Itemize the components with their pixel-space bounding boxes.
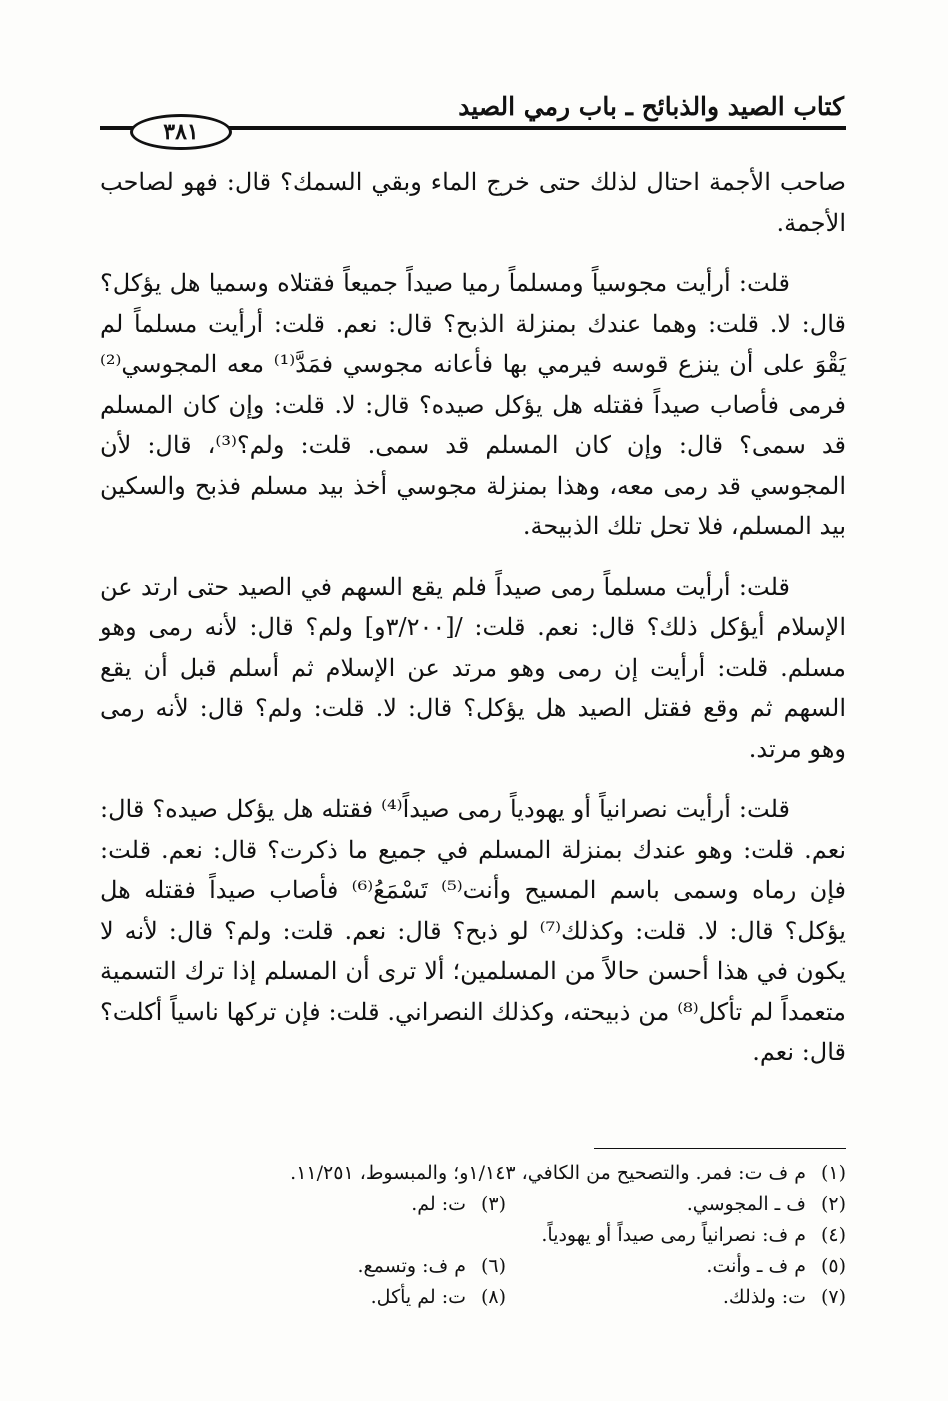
- footnote-text: م ف: نصرانياً رمى صيداً أو يهودياً.: [541, 1224, 806, 1246]
- footnote-row: [100, 1158, 846, 1189]
- page-number: ٣٨١: [130, 114, 232, 150]
- footnote-row: [100, 1220, 846, 1251]
- paragraph: قلت: أرأيت نصرانياً أو يهودياً رمى صيداً⁽⁴⁾ فقتله هل يؤكل صيده؟ قال: نعم. قلت: وهو عندك بمنزلة المسلم في جميع ما ذكرت؟ قال: نعم. قلت: فإن رماه وسمى باسم المسيح وأنت⁽⁵⁾ تَسْمَعُ⁽⁶⁾ فأصاب صيداً فقتله هل يؤكل؟ قال: لا. قلت: وكذلك⁽⁷⁾ لو ذبح؟ قال: نعم. قلت: ولم؟ قال: لأنه لا يكون في هذا أحسن حالاً من المسلمين؛ ألا ترى أن المسلم إذا ترك التسمية متعمداً لم تأكل⁽⁸⁾ من ذبيحته، وكذلك النصراني. قلت: فإن تركها ناسياً أكلت؟ قال: نعم.: [100, 795, 847, 1066]
- footnotes: [100, 1158, 846, 1313]
- footnote-number: (٢): [820, 1193, 846, 1215]
- footnote-row: [100, 1251, 846, 1282]
- footnote: [290, 1158, 846, 1189]
- footnote-text: م ف ـ وأنت.: [706, 1255, 806, 1277]
- footnote-number: (٣): [480, 1193, 506, 1215]
- footnote-separator: [594, 1148, 846, 1149]
- footnote: [541, 1220, 846, 1251]
- footnote-number: (٥): [820, 1255, 846, 1277]
- footnote-text: ت: لم يأكل.: [370, 1286, 466, 1308]
- footnote-number: (٨): [480, 1286, 506, 1308]
- footnote: [166, 1251, 506, 1282]
- footnote-row: [100, 1282, 846, 1313]
- paragraph: صاحب الأجمة احتال لذلك حتى خرج الماء وبقي السمك؟ قال: فهو لصاحب الأجمة.: [100, 168, 846, 237]
- footnote: [506, 1189, 846, 1220]
- running-head-title: كتاب الصيد والذبائح ـ باب رمي الصيد: [458, 92, 844, 121]
- footnote-text: م ف: وتسمع.: [357, 1255, 466, 1277]
- footnote-text: ت: ولذلك.: [722, 1286, 806, 1308]
- footnote: [166, 1189, 506, 1220]
- footnote: [506, 1282, 846, 1313]
- footnote-number: (١): [820, 1162, 846, 1184]
- footnote-text: ف ـ المجوسي.: [686, 1193, 806, 1215]
- footnote-number: (٦): [480, 1255, 506, 1277]
- footnote: [166, 1282, 506, 1313]
- footnote-text: ت: لم.: [411, 1193, 466, 1215]
- footnote-row: [100, 1189, 846, 1220]
- paragraph: قلت: أرأيت مسلماً رمى صيداً فلم يقع السهم في الصيد حتى ارتد عن الإسلام أيؤكل ذلك؟ قال: نعم. قلت: /[٣/٢٠٠و] ولم؟ قال: لأنه رمى وهو مسلم. قلت: أرأيت إن رمى وهو مرتد عن الإسلام ثم أسلم قبل أن يقع السهم ثم وقع فقتل الصيد هل يؤكل؟ قال: لا. قلت: ولم؟ قال: لأنه رمى وهو مرتد.: [100, 572, 846, 763]
- footnote-number: (٧): [820, 1286, 846, 1308]
- footnote: [506, 1251, 846, 1282]
- footnote-number: (٤): [820, 1224, 846, 1246]
- footnote-text: م ف ت: فمر. والتصحيح من الكافي، ١/١٤٣و؛ والمبسوط، ١١/٢٥١.: [290, 1162, 806, 1184]
- paragraph: قلت: أرأيت مجوسياً ومسلماً رميا صيداً جميعاً فقتلاه وسميا هل يؤكل؟ قال: لا. قلت: وهما عندك بمنزلة الذبح؟ قال: نعم. قلت: أرأيت مسلماً لم يَقْوَ على أن ينزع قوسه فيرمي بها فأعانه مجوسي فمَدَّ⁽¹⁾ معه المجوسي⁽²⁾ فرمى فأصاب صيداً فقتله هل يؤكل صيده؟ قال: لا. قلت: وإن كان المسلم قد سمى؟ قال: وإن كان المسلم قد سمى. قلت: ولم؟⁽³⁾، قال: لأن المجوسي قد رمى معه، وهذا بمنزلة مجوسي أخذ بيد مسلم فذبح والسكين بيد المسلم، فلا تحل تلك الذبيحة.: [100, 269, 846, 540]
- main-text: [100, 162, 846, 1093]
